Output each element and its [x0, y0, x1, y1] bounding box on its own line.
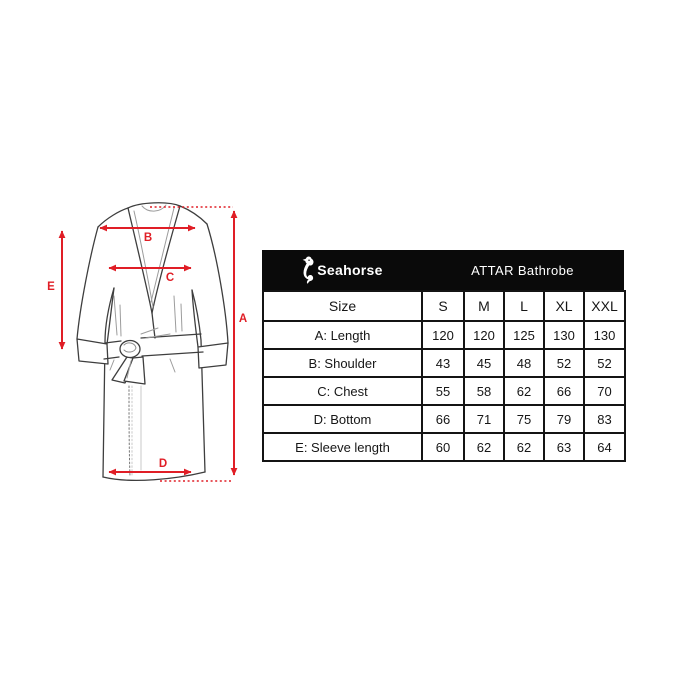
robe-hem: [103, 472, 205, 480]
size-header-s: S: [422, 291, 464, 321]
measurement-row-bottom: [263, 405, 625, 433]
measurement-value: 120: [422, 321, 464, 349]
seahorse-icon: [300, 256, 315, 284]
measurement-value: 130: [544, 321, 584, 349]
measurement-value: 70: [584, 377, 625, 405]
measurement-value: 43: [422, 349, 464, 377]
brand-bar: [262, 250, 624, 290]
measurement-value: 62: [504, 433, 544, 461]
measurement-value: 130: [584, 321, 625, 349]
measurement-value: 71: [464, 405, 504, 433]
robe-drawing: [77, 203, 228, 481]
robe-body-left-edge: [103, 288, 114, 477]
measurement-value: 52: [544, 349, 584, 377]
measurements-table: [262, 290, 626, 462]
measurement-value: 55: [422, 377, 464, 405]
robe-back-collar: [142, 205, 166, 211]
robe-collar-top: [128, 203, 180, 208]
measurement-value: 75: [504, 405, 544, 433]
robe-right-lapel: [152, 206, 180, 313]
measurement-value: 45: [464, 349, 504, 377]
robe-wrinkle-1: [114, 296, 117, 335]
robe-right-sleeve-inner-seam: [192, 290, 198, 347]
measurement-value: 64: [584, 433, 625, 461]
measurement-value: 79: [544, 405, 584, 433]
size-header-l: L: [504, 291, 544, 321]
measurement-row-sleeve-length: [263, 433, 625, 461]
robe-wrinkle-2: [120, 305, 121, 336]
measurement-value: 62: [504, 377, 544, 405]
measurement-label: E: Sleeve length: [263, 433, 422, 461]
measurement-row-shoulder: [263, 349, 625, 377]
measure-label-e: E: [47, 281, 55, 293]
measurement-value: 83: [584, 405, 625, 433]
robe-left-shoulder: [98, 208, 128, 227]
size-corner-header: Size: [263, 291, 422, 321]
robe-wrinkle-5: [141, 328, 158, 334]
measurement-row-chest: [263, 377, 625, 405]
measurement-label: D: Bottom: [263, 405, 422, 433]
measure-label-d: D: [158, 458, 168, 470]
robe-belt: [104, 334, 203, 384]
measurement-row-length: [263, 321, 625, 349]
robe-right-shoulder: [180, 206, 207, 224]
measurement-value: 48: [504, 349, 544, 377]
robe-front-opening-stitch: [129, 386, 130, 477]
robe-lapel-inner-right: [151, 208, 174, 302]
measurement-value: 125: [504, 321, 544, 349]
measurement-value: 66: [544, 377, 584, 405]
size-header-xxl: XXL: [584, 291, 625, 321]
robe-lapel-inner-left: [134, 211, 153, 307]
robe-wrinkle-3: [174, 296, 176, 332]
measure-label-b: B: [143, 232, 153, 244]
measurement-value: 63: [544, 433, 584, 461]
robe-right-sleeve-outline: [207, 224, 228, 343]
measurement-label: B: Shoulder: [263, 349, 422, 377]
robe-wrinkle-7: [170, 359, 175, 372]
measurement-value: 58: [464, 377, 504, 405]
brand-logo: [262, 250, 421, 290]
robe-left-lapel: [128, 208, 152, 313]
robe-front-v-seam: [152, 313, 155, 338]
measurement-value: 60: [422, 433, 464, 461]
product-title: ATTAR Bathrobe: [471, 262, 574, 278]
size-header-xl: XL: [544, 291, 584, 321]
robe-wrinkle-8: [110, 360, 114, 370]
measurement-value: 52: [584, 349, 625, 377]
seahorse-eye: [309, 260, 310, 261]
measure-label-a: A: [238, 313, 248, 325]
robe-left-cuff: [77, 339, 108, 364]
robe-right-cuff: [198, 343, 228, 368]
size-header-row: [263, 291, 625, 321]
measurement-value: 120: [464, 321, 504, 349]
measurement-label: A: Length: [263, 321, 422, 349]
robe-wrinkle-4: [181, 304, 182, 331]
measurement-label: C: Chest: [263, 377, 422, 405]
robe-left-sleeve-outline: [77, 227, 98, 339]
brand-name: Seahorse: [317, 262, 383, 278]
size-header-m: M: [464, 291, 504, 321]
size-chart: [262, 250, 624, 462]
measure-label-c: C: [165, 272, 175, 284]
robe-belt-bottom-right: [142, 352, 203, 356]
measurement-value: 62: [464, 433, 504, 461]
measurement-value: 66: [422, 405, 464, 433]
